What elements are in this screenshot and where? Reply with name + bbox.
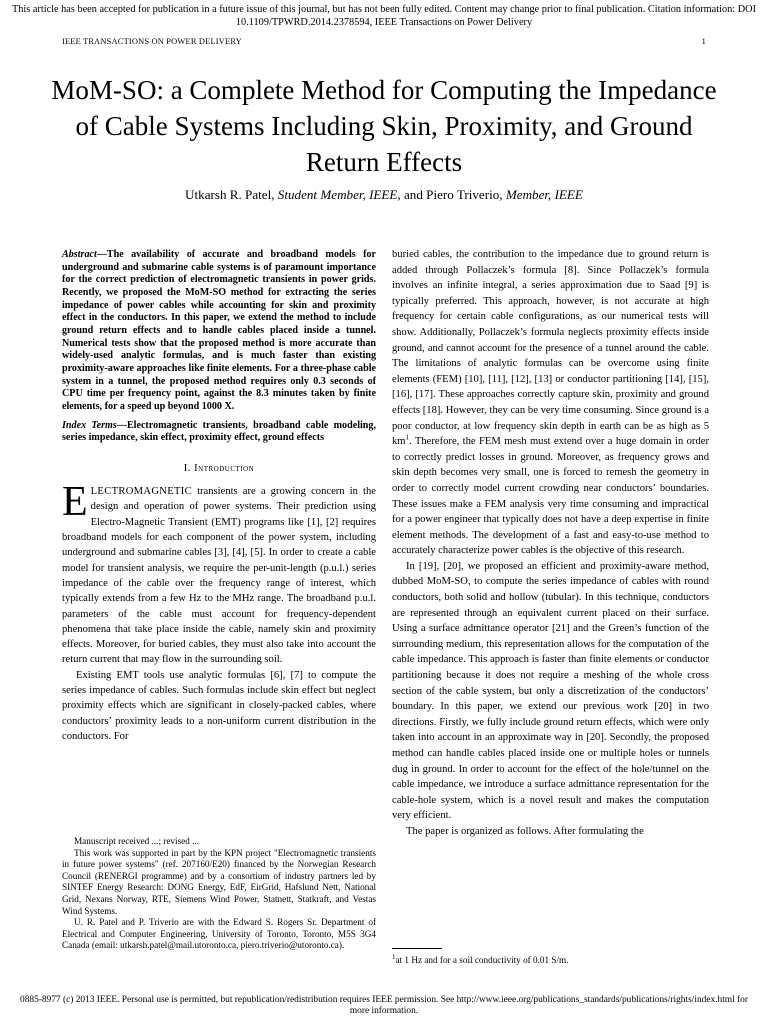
paper-title: MoM-SO: a Complete Method for Computing the Impedance of Cable Systems Including Skin, Proximity, and Ground Return Effects	[51, 75, 717, 177]
intro-paragraph-1-text: transients are a growing concern in the design and operation of power systems. Their prediction using Electro-Magnetic Transient (EMT) programs like [1], [2] requires broadband models for each component of the power system, including underground and submarine cables [3], [4], [5]. In order to create a cable model for transient analysis, we require the per-unit-length (p.u.l.) series impedance of the cable over the frequency range of interest, which typically extends from a few Hz to the MHz range. The broadband p.u.l. parameters of the cable must account for frequency-dependent phenomena that take place inside the cable, namely skin and proximity effects. Moreover, for buried cables, they must also take into account the return current that may flow in the surrounding soil.	[62, 486, 376, 666]
intro-lead-word: LECTROMAGNETIC	[90, 486, 192, 498]
right-column	[392, 247, 709, 840]
index-terms-label: Index Terms	[62, 419, 117, 431]
journal-name: IEEE TRANSACTIONS ON POWER DELIVERY	[62, 37, 242, 46]
footnote-affiliation: U. R. Patel and P. Triverio are with the Edward S. Rogers Sr. Department of Electrical and Computer Engineering, University of Toronto, Toronto, M5S 3G4 Canada (email: utkarsh.patel@mail.utoronto.ca, piero.triverio@utoronto.ca).	[62, 917, 376, 951]
author-1-role: Student Member, IEEE,	[277, 187, 401, 202]
drop-cap: E	[62, 479, 88, 526]
left-column	[62, 249, 376, 744]
right-footnote	[392, 954, 709, 966]
abstract	[62, 249, 376, 414]
right-paragraph-3: The paper is organized as follows. After formulating the	[406, 825, 644, 837]
copyright-notice: 0885-8977 (c) 2013 IEEE. Personal use is permitted, but republication/redistribution requires IEEE permission. See http://www.ieee.org/publications_standards/publications/rights/index.html for more information.	[20, 995, 748, 1017]
intro-paragraph-2: Existing EMT tools use analytic formulas [6], [7] to compute the series impedance of cables. Such formulas include skin effect but neglect proximity effects which are significant in closely-packed cables, where conductors’ proximity leads to a non-uniform current distribution in the conductors. For	[62, 669, 376, 742]
footnote-marker: 1	[405, 433, 410, 442]
author-2: and Piero Triverio,	[403, 187, 503, 202]
abstract-label: Abstract	[62, 249, 97, 260]
right-paragraph-1-end: . Therefore, the FEM mesh must extend over a huge domain in order to correctly predict losses in ground. Moreover, as frequency grows and skin depth becomes very small, one is forced to remesh the geometry in order to correctly model current crowding near conductors’ boundaries. These issues make a FEM analysis very time consuming and impractical for a power engineer that typically does not have a deep expertise in finite element methods. The development of a fast and easy-to-use method to accurately characterize power cables is the objective of this research.	[392, 436, 709, 557]
author-1: Utkarsh R. Patel,	[185, 187, 275, 202]
index-terms-text: —Electromagnetic transients, broadband cable modeling, series impedance, skin effect, proximity effect, ground effects	[62, 419, 376, 444]
right-paragraph-1	[392, 247, 709, 559]
intro-paragraph-1	[62, 479, 376, 668]
footnote-support: This work was supported in part by the KPN project "Electromagnetic transients in future power systems" (ref. 207160/E20) financed by the Norwegian Research Council (RENERGI programme) and by a consortium of industry partners led by SINTEF Energy Research: DONG Energy, EdF, EirGrid, Hafslund Nett, National Grid, Nexans Norway, RTE, Siemens Wind Power, Statnett, Statkraft, and Vestas Wind Systems.	[62, 847, 376, 916]
right-paragraph-1-text: buried cables, the contribution to the impedance due to ground return is added through Pollaczek’s formula [8]. Since Pollaczek’s formula involves an infinite integral, a series approximation due to Saad [9] is typically preferred. This approach, however, is not accurate at high frequency for certain cable configurations, as our numerical tests will show. Additionally, Pollaczek’s formula neglects proximity effects inside ground, and cannot account for the presence of a tunnel around the cable. The limitations of analytic formulas can be overcome using finite elements (FEM) [10], [11], [12], [13] or conductor partitioning [14], [15], [16], [17]. These approaches correctly capture skin, proximity and ground effects [18]. However, they can be very time consuming. Since ground is a poor conductor, at low frequency skin depth in earth can be as high as 5 km	[392, 249, 709, 448]
accepted-article-banner: This article has been accepted for publication in a future issue of this journal, but has not been fully edited. Content may change prior to final publication. Citation information: DOI 10.1109/TPWRD.2014.2378594, IEEE Transactions on Power Delivery	[11, 4, 757, 28]
running-head	[62, 37, 706, 46]
title-footnotes	[62, 836, 376, 952]
section-number: I.	[183, 462, 191, 474]
author-line	[40, 187, 728, 203]
right-footnote-text: at 1 Hz and for a soil conductivity of 0.01 S/m.	[395, 955, 569, 965]
right-paragraph-2: In [19], [20], we proposed an efficient and proximity-aware method, dubbed MoM-SO, to compute the series impedance of cables with round conductors, both solid and hollow (tubular). In this technique, conductors are represented through an equivalent current placed on their surface. Using a surface admittance operator [21] and the Green’s function of the surrounding medium, this representation allows for the computation of the cable impedance. This approach is faster than finite elements or conductor partitioning because it does not require a meshing of the whole cross section of the cable system, but only a discretization of the conductors’ boundary. In this paper, we extend our previous work [20] in two directions. Firstly, we fully include ground return effects, which were only taken into account in an approximate way in [20]. Secondly, the proposed method can handle cables placed inside one or multiple holes or tunnels dug in ground. In order to account for the effect of the hole/tunnel on the cable impedance, we introduce a surface admittance representation for the cable-hole system, which is a novel result and makes the computation very efficient.	[392, 560, 709, 822]
footnote-received: Manuscript received ...; revised ...	[74, 836, 200, 846]
right-footnote-mark: 1	[392, 952, 396, 961]
index-terms	[62, 420, 376, 445]
section-heading	[62, 461, 376, 476]
footnote-rule	[392, 948, 442, 949]
author-2-role: Member, IEEE	[505, 187, 583, 202]
page-number: 1	[701, 37, 706, 46]
section-title: Introduction	[194, 462, 255, 474]
abstract-text: —The availability of accurate and broadband models for underground and submarine cable systems is of paramount importance for the correct prediction of electromagnetic transients in power grids. Recently, we proposed the MoM-SO method for extracting the series impedance of power cables while accounting for skin and proximity effect in the conductors. In this paper, we extend the method to include ground return effects and to handle cables placed inside a tunnel. Numerical tests show that the proposed method is more accurate than widely-used analytic formulas, and is much faster than existing proximity-aware approaches like finite elements. For a three-phase cable system in a tunnel, the proposed method requires only 0.3 seconds of CPU time per frequency point, against the 8.3 minutes taken by finite elements, for a speed up beyond 1000 X.	[62, 249, 376, 412]
